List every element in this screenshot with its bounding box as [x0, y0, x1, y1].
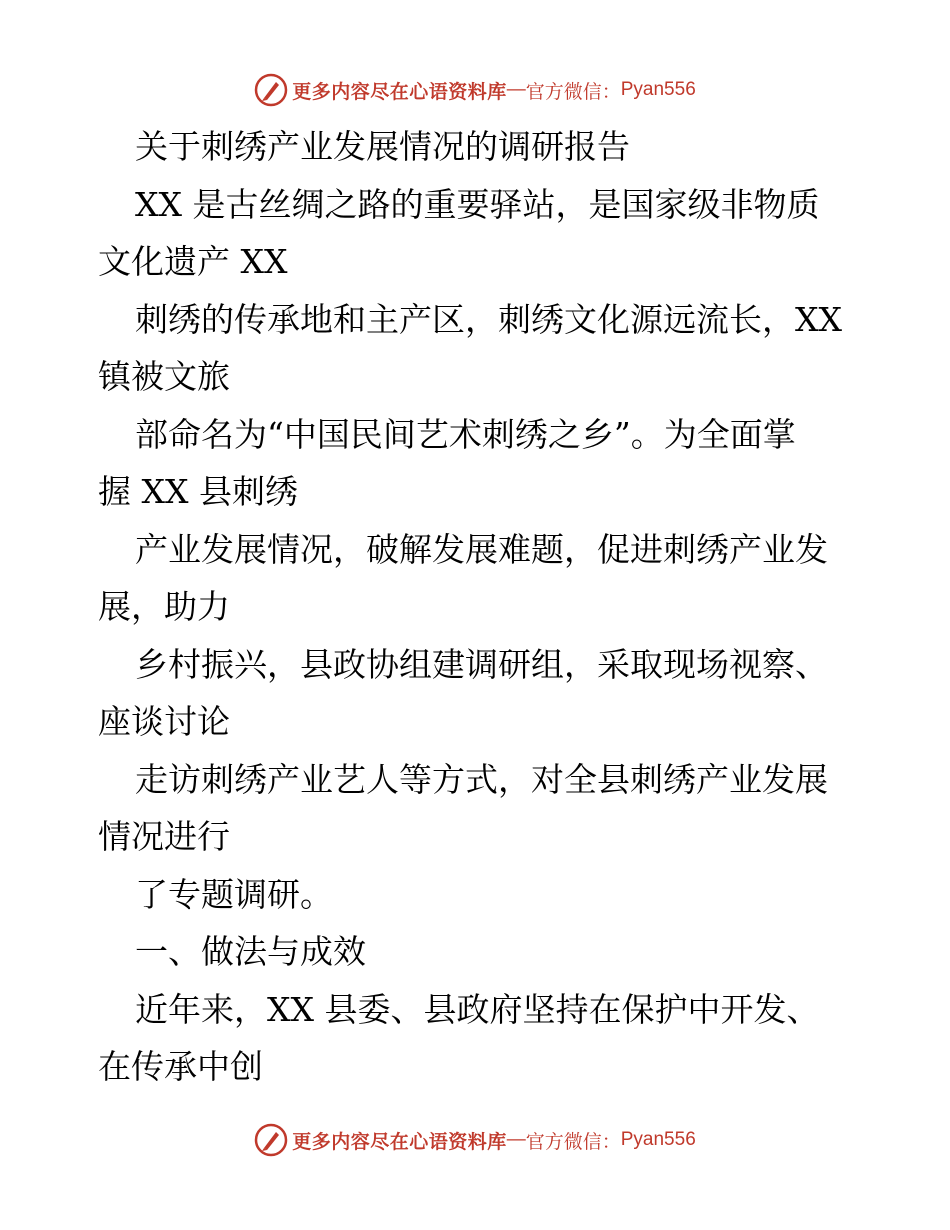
text-line: 近年来，XX 县委、县政府坚持在保护中开发、	[135, 989, 820, 1029]
watermark-id: Pyan556	[620, 79, 696, 100]
text-line: 在传承中创	[98, 1047, 263, 1086]
watermark-brand: 更多内容尽在心语资料库	[292, 81, 507, 103]
text-line: 情况进行	[98, 817, 230, 856]
text-line: 关于刺绣产业发展情况的调研报告	[135, 127, 630, 166]
text-line: 展，助力	[98, 587, 230, 626]
watermark-label: 官方微信：	[525, 1131, 621, 1153]
text-line: 刺绣的传承地和主产区，刺绣文化源远流长，XX	[135, 299, 842, 339]
pen-logo-icon	[254, 1123, 288, 1157]
text-line: 一、做法与成效	[135, 932, 366, 971]
text-line: 了专题调研。	[135, 874, 333, 914]
header-watermark	[0, 70, 950, 110]
document-body	[98, 118, 858, 1096]
pen-logo-icon	[254, 73, 288, 107]
watermark-dash: —	[506, 79, 526, 100]
watermark-id: Pyan556	[620, 1129, 696, 1150]
text-line: 座谈讨论	[98, 702, 230, 741]
text-line: 乡村振兴，县政协组建调研组，采取现场视察、	[135, 644, 828, 684]
text-line: 文化遗产 XX	[98, 242, 288, 281]
watermark-label: 官方微信：	[525, 81, 621, 103]
watermark-dash: —	[506, 1129, 526, 1150]
text-line: 握 XX 县刺绣	[98, 472, 298, 511]
text-line: 走访刺绣产业艺人等方式，对全县刺绣产业发展	[135, 759, 828, 799]
text-line: 部命名为“中国民间艺术刺绣之乡”。为全面掌	[135, 414, 796, 454]
footer-watermark	[0, 1120, 950, 1160]
watermark-brand: 更多内容尽在心语资料库	[292, 1131, 507, 1153]
text-line: 镇被文旅	[98, 357, 230, 396]
text-line: 产业发展情况，破解发展难题，促进刺绣产业发	[135, 529, 828, 569]
text-line: XX 是古丝绸之路的重要驿站，是国家级非物质	[135, 184, 820, 224]
